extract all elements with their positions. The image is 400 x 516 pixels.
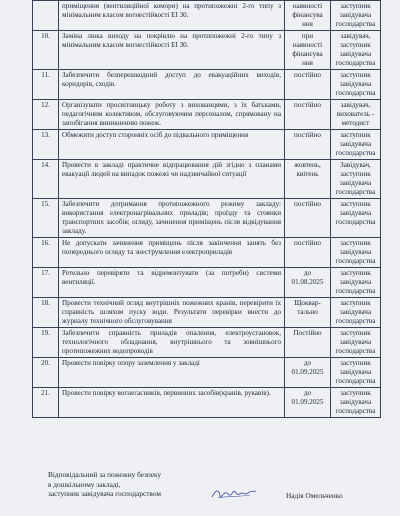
responsible-name: Надія Омельченко xyxy=(286,491,343,500)
plan-row xyxy=(33,160,381,199)
plan-row xyxy=(33,268,381,298)
row-number: 15. xyxy=(33,199,59,238)
responsible-person: заступник завідувача господарства xyxy=(331,199,381,238)
plan-row xyxy=(33,298,381,328)
deadline: до 01.09.2025 xyxy=(285,388,331,418)
plan-row xyxy=(33,100,381,130)
responsible-title-line-1: Відповідальний за пожежну безпеку xyxy=(48,470,162,479)
task-description: Не допускати зачинення приміщень після закінчення занять без попереднього огляду та знеструмлення електроприладів xyxy=(59,238,285,268)
plan-row xyxy=(33,1,381,31)
deadline: постійно xyxy=(285,238,331,268)
deadline: постійно xyxy=(285,100,331,130)
task-description: приміщення (вентиляційної комори) на протипожежні 2-го типу з мінімальним класом вогнестійкості EI 30. xyxy=(59,1,285,31)
responsible-person: заступник завідувача господарства xyxy=(331,238,381,268)
responsible-person: заступник завідувача господарства xyxy=(331,1,381,31)
task-description: Ретельно перевіряти та відремонтувати (за потреби) системи вентиляції. xyxy=(59,268,285,298)
responsible-person: заступник завідувача господарства xyxy=(331,70,381,100)
task-description: Обмежити доступ сторонніх осіб до підвального приміщення xyxy=(59,130,285,160)
responsible-title-line-3: заступник завідувача господарством xyxy=(48,489,161,498)
responsible-person: завідувач, вихователь - методист xyxy=(331,100,381,130)
row-number: 16. xyxy=(33,238,59,268)
row-number: 12. xyxy=(33,100,59,130)
row-number: 14. xyxy=(33,160,59,199)
plan-row xyxy=(33,70,381,100)
task-description: Забезпечити справність приладів опалення, електроустановок, технологічного обладнання, внутрішнього та зовнішнього протипожежних водопроводів xyxy=(59,328,285,358)
deadline: до 01.08.2025 xyxy=(285,268,331,298)
deadline: до 01.09.2025 xyxy=(285,358,331,388)
responsible-person: заступник завідувача господарства xyxy=(331,268,381,298)
deadline: постійно xyxy=(285,70,331,100)
fire-safety-plan-table xyxy=(32,0,381,418)
row-number: 19. xyxy=(33,328,59,358)
task-description: Провести повірку вогнегасників, первинних засобів(кранів, рукавів). xyxy=(59,388,285,418)
responsible-person: Завідувач, заступник завідувача господарства xyxy=(331,160,381,199)
row-number: 21. xyxy=(33,388,59,418)
deadline: постійно xyxy=(285,130,331,160)
row-number: 18. xyxy=(33,298,59,328)
deadline: постійно xyxy=(285,199,331,238)
responsible-person: завідувач, заступник завідувача господарства xyxy=(331,31,381,70)
row-number xyxy=(33,1,59,31)
plan-row xyxy=(33,328,381,358)
plan-table-body xyxy=(33,1,381,418)
plan-row xyxy=(33,358,381,388)
task-description: Організувати просвітницьку роботу з вихованцями, з їх батьками, педагогічним колективом, обслуговуючим персоналом, спрямовану на запобігання виникненню пожеж. xyxy=(59,100,285,130)
row-number: 13. xyxy=(33,130,59,160)
responsible-person: заступник завідувача господарства xyxy=(331,358,381,388)
plan-row xyxy=(33,199,381,238)
responsible-person: заступник завідувача господарства xyxy=(331,130,381,160)
deadline: наявності фінансува ння xyxy=(285,1,331,31)
task-description: Провести технічний огляд внутрішніх пожежних кранів, перевірити їх справність шляхом пуску води. Результати перевірки внести до журналу технічного обслуговування xyxy=(59,298,285,328)
handwritten-signature xyxy=(210,487,258,501)
row-number: 10. xyxy=(33,31,59,70)
row-number: 17. xyxy=(33,268,59,298)
row-number: 20. xyxy=(33,358,59,388)
signature-block xyxy=(48,470,378,499)
plan-row xyxy=(33,31,381,70)
plan-row xyxy=(33,130,381,160)
deadline: при наявності фінансува ння xyxy=(285,31,331,70)
task-description: Заміна люка виходу на покрівлю на протипожежні 2-го типу з мінімальним класом вогнестійкості EI 30. xyxy=(59,31,285,70)
responsible-person: заступник завідувача господарства xyxy=(331,298,381,328)
plan-row xyxy=(33,388,381,418)
responsible-person: заступник завідувача господарства xyxy=(331,328,381,358)
deadline: Щоквар- тально xyxy=(285,298,331,328)
task-description: Провести в закладі практичне відпрацювання дій згідно з планами евакуації людей на випадок пожежі чи надзвичайної ситуації xyxy=(59,160,285,199)
row-number: 11. xyxy=(33,70,59,100)
task-description: Забезпечити дотримання протипожежного режиму закладу: використання електронагрівальних приладів; проїзду та стоянки транспортних засобів; огляду, зачинення приміщень після відвідування закладу. xyxy=(59,199,285,238)
plan-row xyxy=(33,238,381,268)
task-description: Провести повірку опору заземлення у закладі xyxy=(59,358,285,388)
task-description: Забезпечити безперешкодний доступ до евакуаційних виходів, коридорів, сходів. xyxy=(59,70,285,100)
responsible-person: заступник завідувача господарства xyxy=(331,388,381,418)
deadline: жовтень, квітень xyxy=(285,160,331,199)
responsible-title-line-2: в дошкільному закладі, xyxy=(48,479,121,489)
deadline: Постійно xyxy=(285,328,331,358)
